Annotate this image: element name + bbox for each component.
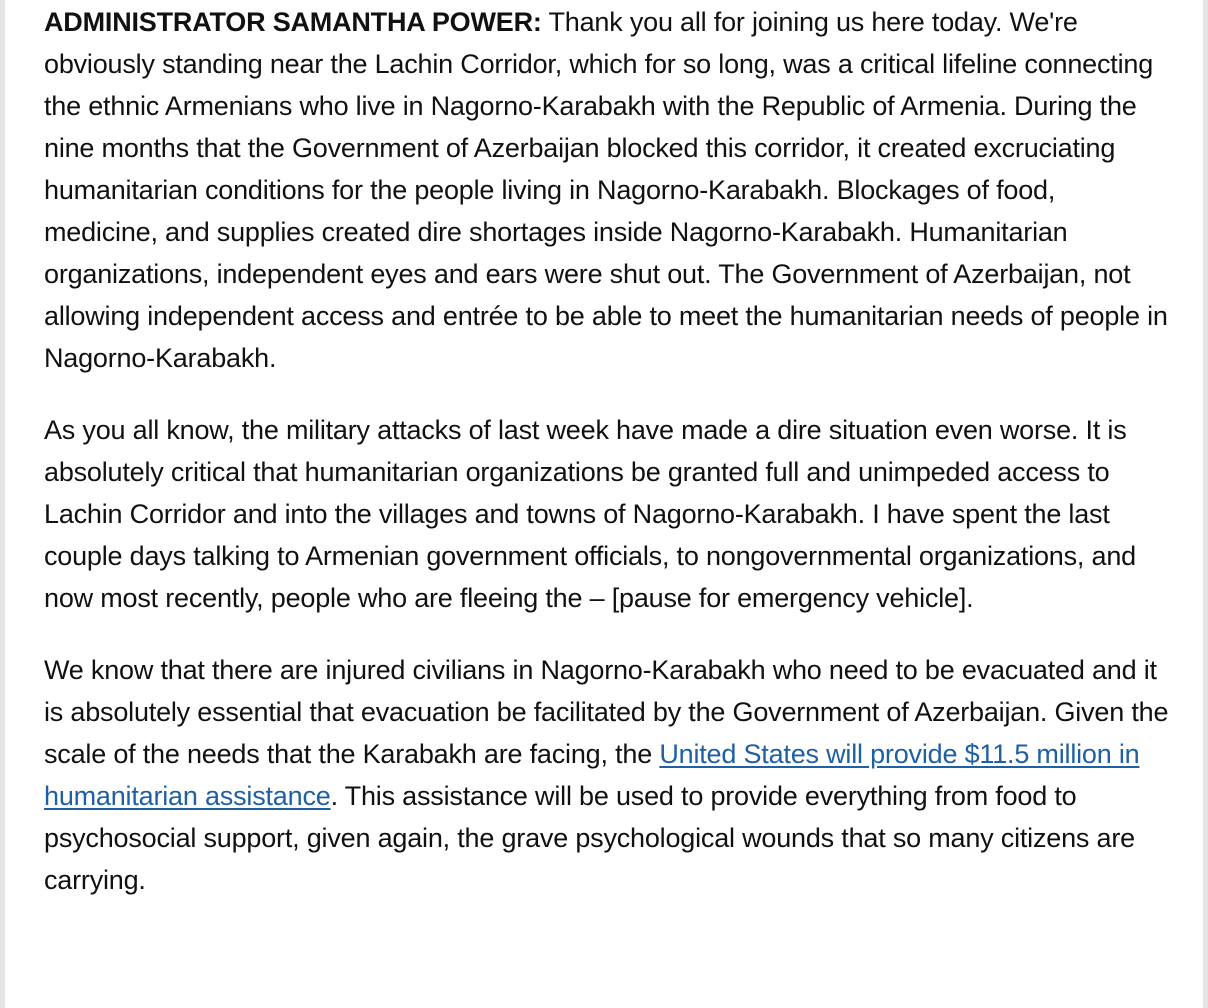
speaker-label: ADMINISTRATOR SAMANTHA POWER: [44,7,542,37]
paragraph-1-text: Thank you all for joining us here today. We're obviously standing near the Lachin Corridor, which for so long, was a critical lifeline connecting the ethnic Armenians who live in Nagorno-Karabakh with the Republic of Armenia. During the nine months that the Government of Azerbaijan blocked this corridor, it created excruciating humanitarian conditions for the people living in Nagorno-Karabakh. Blockages of food, medicine, and supplies created dire shortages inside Nagorno-Karabakh. Humanitarian organizations, independent eyes and ears were shut out. The Government of Azerbaijan, not allowing independent access and entrée to be able to meet the humanitarian needs of people in Nagorno-Karabakh. [44,7,1168,373]
transcript-paragraph-3 [44,649,1172,901]
paragraph-2-text: As you all know, the military attacks of last week have made a dire situation even worse. It is absolutely critical that humanitarian organizations be granted full and unimpeded access to Lachin Corridor and into the villages and towns of Nagorno-Karabakh. I have spent the last couple days talking to Armenian government officials, to nongovernmental organizations, and now most recently, people who are fleeing the – [pause for emergency vehicle]. [44,415,1136,613]
transcript-paragraph-1 [44,1,1172,379]
transcript-paragraph-2 [44,409,1172,619]
transcript-body [44,1,1172,931]
paragraph-3-text-after-link: . This assistance will be used to provide everything from food to psychosocial support, given again, the grave psychological wounds that so many citizens are carrying. [44,781,1135,895]
humanitarian-assistance-link[interactable]: United States will provide $11.5 million in humanitarian assistance [44,739,1140,811]
paragraph-3-text-before-link: We know that there are injured civilians in Nagorno-Karabakh who need to be evacuated and it is absolutely essential that evacuation be facilitated by the Government of Azerbaijan. Given the scale of the needs that the Karabakh are facing, the [44,655,1169,769]
